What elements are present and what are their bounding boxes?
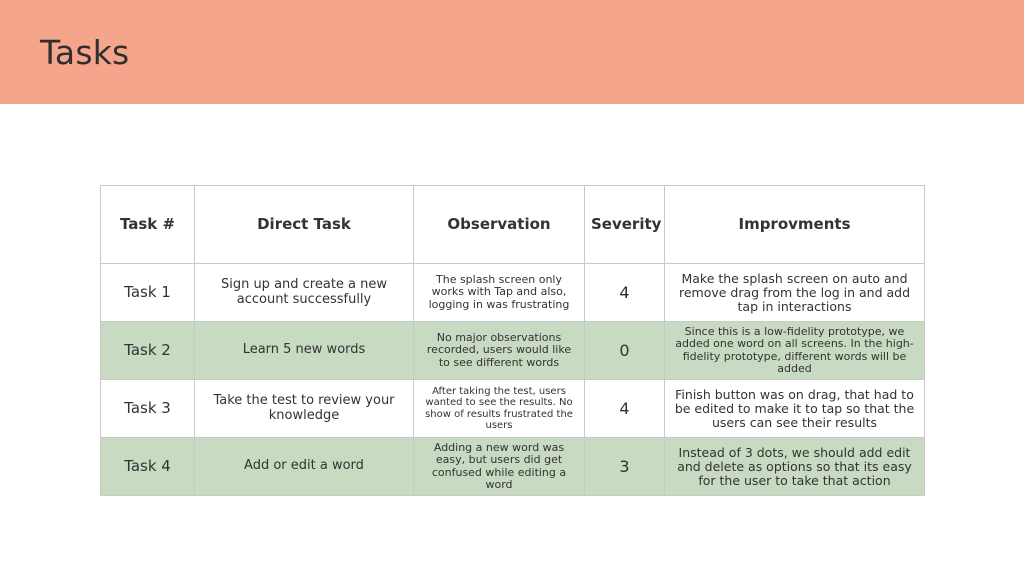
header-task-number: Task # xyxy=(101,186,195,264)
header-improvements: Improvments xyxy=(665,186,925,264)
table-row xyxy=(101,438,925,496)
observation-cell: Adding a new word was easy, but users did get confused while editing a word xyxy=(414,438,585,496)
direct-task-cell: Take the test to review your knowledge xyxy=(195,380,414,438)
task-number-cell: Task 4 xyxy=(101,438,195,496)
direct-task-cell: Add or edit a word xyxy=(195,438,414,496)
improvements-cell: Make the splash screen on auto and remove drag from the log in and add tap in interactions xyxy=(665,264,925,322)
table-row xyxy=(101,264,925,322)
title-band xyxy=(0,0,1024,104)
direct-task-cell: Learn 5 new words xyxy=(195,322,414,380)
page-title: Tasks xyxy=(40,33,130,72)
severity-cell: 4 xyxy=(585,380,665,438)
improvements-cell: Instead of 3 dots, we should add edit and delete as options so that its easy for the user to take that action xyxy=(665,438,925,496)
table-row xyxy=(101,380,925,438)
task-number-cell: Task 2 xyxy=(101,322,195,380)
improvements-cell: Finish button was on drag, that had to be edited to make it to tap so that the users can see their results xyxy=(665,380,925,438)
severity-cell: 4 xyxy=(585,264,665,322)
header-severity: Severity xyxy=(585,186,665,264)
severity-cell: 3 xyxy=(585,438,665,496)
severity-cell: 0 xyxy=(585,322,665,380)
header-observation: Observation xyxy=(414,186,585,264)
table-header-row xyxy=(101,186,925,264)
improvements-cell: Since this is a low-fidelity prototype, we added one word on all screens. In the high-fidelity prototype, different words will be added xyxy=(665,322,925,380)
table-row xyxy=(101,322,925,380)
direct-task-cell: Sign up and create a new account successfully xyxy=(195,264,414,322)
observation-cell: The splash screen only works with Tap and also, logging in was frustrating xyxy=(414,264,585,322)
task-number-cell: Task 1 xyxy=(101,264,195,322)
observation-cell: After taking the test, users wanted to see the results. No show of results frustrated the users xyxy=(414,380,585,438)
usability-tasks-table xyxy=(100,185,925,496)
task-number-cell: Task 3 xyxy=(101,380,195,438)
observation-cell: No major observations recorded, users would like to see different words xyxy=(414,322,585,380)
header-direct-task: Direct Task xyxy=(195,186,414,264)
